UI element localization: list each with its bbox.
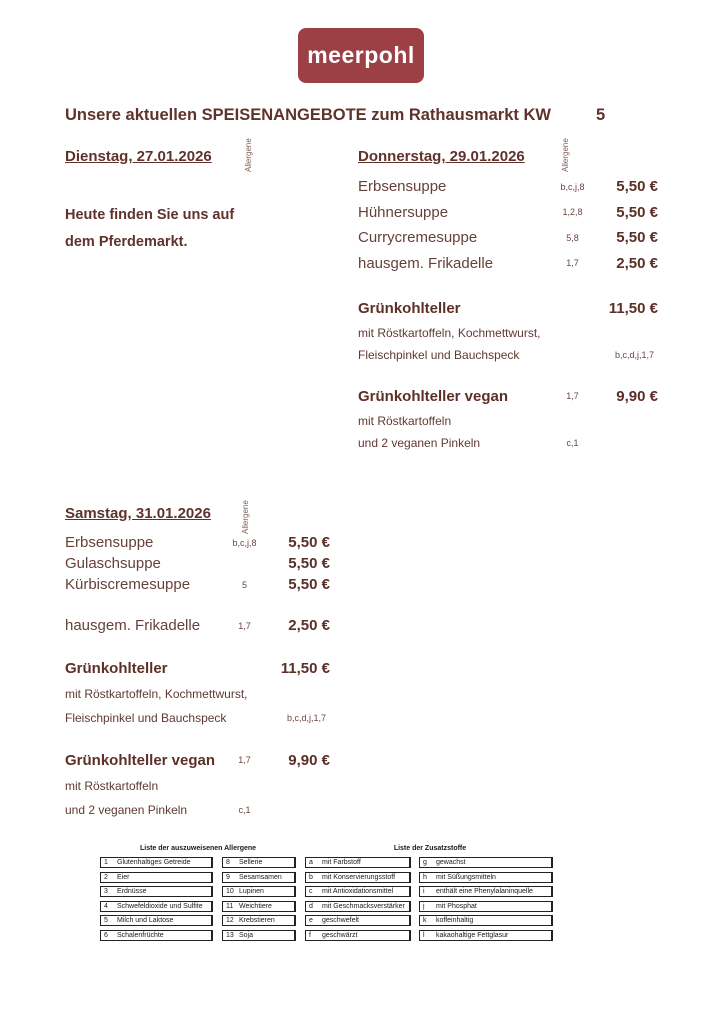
dish-allergens: 5 [241,579,247,590]
row-label: Lupinen [239,888,264,895]
row-label: mit Süßungsmitteln [436,873,496,881]
special-head-row [65,658,330,678]
table-row [100,886,213,897]
allergen-table-col1 [100,857,213,944]
dish-name: Currycremesuppe [358,229,478,247]
dish-allergens: b,c,d,j,1,7 [286,713,326,723]
menu-item-row [358,200,658,226]
dish-allergens: 1,7 [566,391,579,401]
menu-item-row [358,251,658,277]
table-row [222,872,296,883]
menu-item-row [358,174,658,200]
row-label: Glutenhaltiges Getreide [117,859,191,866]
dish-name: Kürbiscremesuppe [65,576,191,593]
row-label: kakaohaltige Fettglasur [436,931,509,939]
menu-item-row [65,532,330,553]
table-row [305,930,411,941]
donnerstag-item-list [358,174,658,276]
additives-table-col2 [419,857,553,944]
dienstag-note [65,202,337,256]
row-code: l [423,931,425,939]
row-code: 9 [226,873,230,881]
row-code: 10 [226,888,234,895]
dish-allergens: c,1 [238,805,251,815]
dish-name: Grünkohlteller [65,659,168,677]
dish-allergens: 5,8 [566,232,579,243]
dish-allergens: 1,7 [566,258,579,269]
additives-table-col1 [305,857,411,944]
special-gruenkohlteller-vegan-samstag [65,750,330,822]
table-row [100,901,213,912]
special-gruenkohlteller-samstag [65,658,330,730]
samstag-item-list [65,532,330,595]
dish-price: 5,50 € [616,203,658,221]
row-label: mit Farbstoff [322,859,361,866]
dish-allergens: b,c,j,8 [560,181,585,192]
table-row [419,930,553,941]
row-label: Weichtiere [239,902,272,910]
dish-allergens: b,c,j,8 [232,537,257,548]
dish-price: 2,50 € [616,254,658,272]
day-heading-dienstag: Dienstag, 27.01.2026 [65,148,212,165]
description-line: Fleischpinkel und Bauchspeck b,c,d,j,1,7 [65,706,330,730]
row-label: geschwärzt [322,931,358,939]
allergene-column-label-samstag: Allergene [241,500,250,534]
row-label: Soja [239,931,254,939]
dish-name: Grünkohlteller vegan [358,387,509,405]
row-label: Krebstieren [239,917,275,924]
row-code: c [309,888,313,895]
row-code: 11 [226,902,234,910]
row-label: Schwefeldioxide und Sulfite [117,902,203,910]
table-row [305,915,411,926]
dish-name: hausgem. Frikadelle [358,254,494,272]
dish-name: Erbsensuppe [358,178,447,196]
dienstag-note-line1: Heute finden Sie uns auf [65,207,235,223]
row-code: 12 [226,917,234,924]
day-section-dienstag [65,148,337,256]
row-code: 13 [226,931,234,939]
table-row [305,901,411,912]
row-code: f [309,931,311,939]
dish-price: 9,90 € [616,387,658,405]
row-code: 1 [104,859,108,866]
dish-name: Erbsensuppe [65,534,154,551]
row-code: 8 [226,859,230,866]
row-label: gewachst [436,859,466,866]
row-code: 5 [104,917,108,924]
special-head-row [358,298,658,318]
row-label: geschwefelt [322,917,359,924]
table-row [419,915,553,926]
table-row [100,872,213,883]
row-code: h [423,873,427,881]
table-row [419,857,553,868]
day-section-donnerstag [358,148,658,454]
reference-tables [100,845,555,947]
day-heading-donnerstag: Donnerstag, 29.01.2026 [358,148,525,165]
dish-price: 9,90 € [288,751,330,769]
row-label: Sesamsamen [239,873,282,881]
table-row [305,857,411,868]
row-label: Sellerie [239,859,263,866]
table-row [419,872,553,883]
dish-price: 5,50 € [616,229,658,247]
table-row [305,872,411,883]
table-row [305,886,411,897]
table-row [222,857,296,868]
allergene-column-label-donnerstag: Allergene [561,138,570,172]
dish-price: 5,50 € [288,576,330,593]
menu-item-row-frikadelle [65,615,330,636]
table-row [100,915,213,926]
row-label: mit Antioxidationsmittel [322,888,394,895]
description-line: mit Röstkartoffeln [358,414,452,428]
dish-name: Grünkohlteller [358,299,461,317]
table-row [419,886,553,897]
special-gruenkohlteller-donnerstag [358,298,658,366]
dish-name: Grünkohlteller vegan [65,751,216,769]
logo-text: meerpohl [307,42,415,68]
dish-allergens: 1,2,8 [562,207,583,218]
row-label: mit Geschmacksverstärker [322,902,405,910]
special-description [358,410,658,454]
additives-table-title: Liste der Zusatzstoffe [393,845,467,852]
description-line: und 2 veganen Pinkeln c,1 [358,432,658,454]
special-description [65,774,330,822]
dish-price: 5,50 € [288,534,330,551]
menu-item-row [65,553,330,574]
dish-price: 2,50 € [288,617,330,634]
row-code: e [309,917,313,924]
dienstag-note-line2: dem Pferdemarkt. [65,234,188,250]
description-line: und 2 veganen Pinkeln c,1 [65,798,330,822]
special-head-row [65,750,330,770]
day-heading-samstag: Samstag, 31.01.2026 [65,505,211,522]
table-row [419,901,553,912]
row-code: b [309,873,313,881]
row-code: 4 [104,902,108,910]
description-line: mit Röstkartoffeln, Kochmettwurst, [358,326,541,340]
row-code: i [423,888,425,895]
meerpohl-logo [298,28,424,83]
description-line: Fleischpinkel und Bauchspeck b,c,d,j,1,7 [358,344,658,366]
dish-allergens: 1,7 [238,620,251,631]
table-row [222,915,296,926]
table-row [100,857,213,868]
dish-price: 5,50 € [616,178,658,196]
dish-name: Gulaschsuppe [65,555,161,572]
menu-item-row [358,225,658,251]
allergen-table-col2 [222,857,296,944]
dish-name: Hühnersuppe [358,203,449,221]
row-label: Erdnüsse [117,888,147,895]
special-head-row [358,386,658,406]
row-code: 2 [104,873,108,881]
table-row [222,886,296,897]
dish-allergens: b,c,d,j,1,7 [614,350,654,360]
row-code: d [309,902,313,910]
row-code: 6 [104,931,108,939]
allergen-table-title: Liste der auszuweisenen Allergene [139,845,257,852]
row-label: Schalenfrüchte [117,931,164,939]
dish-name: hausgem. Frikadelle [65,617,201,634]
table-row [100,930,213,941]
dish-price: 11,50 € [608,299,658,317]
row-code: k [423,917,427,924]
row-label: Eier [117,873,130,881]
row-label: koffeinhaltig [436,917,474,924]
menu-item-row [65,574,330,595]
row-label: Milch und Laktose [117,917,174,924]
row-code: 3 [104,888,108,895]
row-label: mit Phosphat [436,902,477,910]
row-label: enthält eine Phenylalaninquelle [436,888,533,895]
table-row [222,901,296,912]
page-title: Unsere aktuellen SPEISENANGEBOTE zum Rathausmarkt KW [65,106,551,124]
table-row [222,930,296,941]
special-description [65,682,330,730]
description-line: mit Röstkartoffeln, Kochmettwurst, [65,687,248,701]
special-gruenkohlteller-vegan-donnerstag [358,386,658,454]
row-code: j [423,902,425,910]
row-code: a [309,859,313,866]
week-number: 5 [596,106,606,124]
special-description [358,322,658,366]
day-section-samstag [65,505,330,822]
row-code: g [423,859,427,866]
description-line: mit Röstkartoffeln [65,779,159,793]
allergene-column-label-dienstag: Allergene [244,138,253,172]
dish-allergens: 1,7 [238,755,251,765]
row-label: mit Konservierungsstoff [322,873,396,881]
dish-price: 5,50 € [288,555,330,572]
dish-allergens: c,1 [566,438,579,448]
dish-price: 11,50 € [280,659,330,677]
